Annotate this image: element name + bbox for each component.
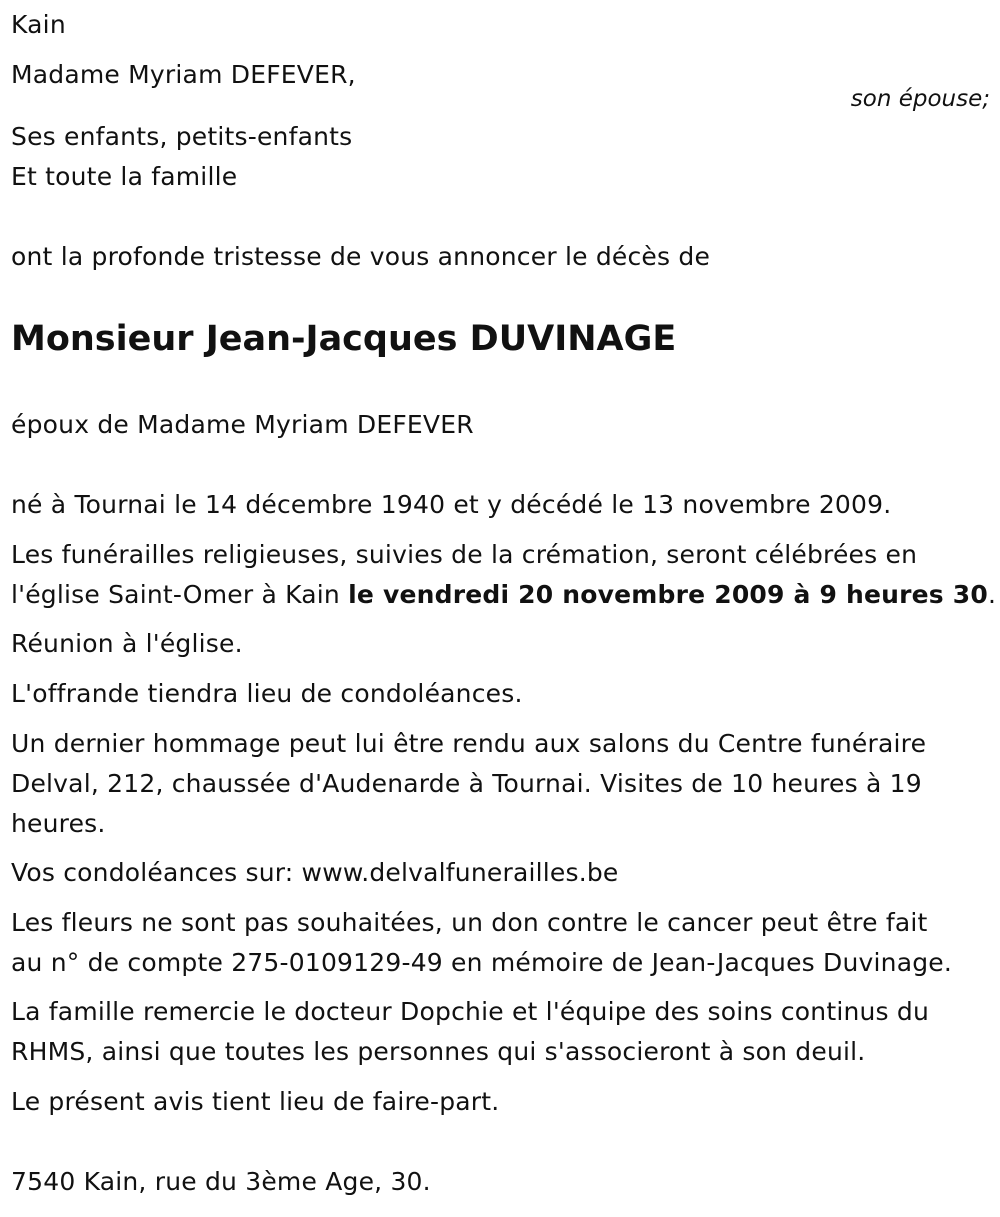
flowers-line-1: Les fleurs ne sont pas souhaitées, un don contre le cancer peut être fait: [11, 908, 928, 937]
spouse-name: Madame Myriam DEFEVER,: [11, 60, 356, 89]
tribute-line-1: Un dernier hommage peut lui être rendu aux salons du Centre funéraire: [11, 729, 927, 758]
announcement: ont la profonde tristesse de vous annoncer le décès de: [11, 242, 711, 271]
notice-info: Le présent avis tient lieu de faire-part.: [11, 1087, 500, 1116]
address: 7540 Kain, rue du 3ème Age, 30.: [11, 1167, 431, 1196]
family-line-2: Et toute la famille: [11, 162, 238, 191]
funeral-line-2: [11, 575, 996, 615]
funeral-location: l'église Saint-Omer à Kain: [11, 580, 349, 609]
birth-death-info: né à Tournai le 14 décembre 1940 et y décédé le 13 novembre 2009.: [11, 490, 892, 519]
thanks-line-1: La famille remercie le docteur Dopchie et l'équipe des soins continus du: [11, 997, 930, 1026]
spouse-role: son épouse;: [850, 86, 990, 112]
funeral-line-1: Les funérailles religieuses, suivies de la crémation, seront célébrées en: [11, 540, 918, 569]
thanks-line-2: RHMS, ainsi que toutes les personnes qui s'associeront à son deuil.: [11, 1037, 866, 1066]
place-name: Kain: [11, 10, 66, 39]
tribute-line-3: heures.: [11, 809, 106, 838]
flowers-line-2: au n° de compte 275-0109129-49 en mémoire de Jean-Jacques Duvinage.: [11, 948, 953, 977]
condolences-info: Vos condoléances sur: www.delvalfunerailles.be: [11, 858, 619, 887]
family-line-1: Ses enfants, petits-enfants: [11, 122, 353, 151]
funeral-period: .: [988, 580, 997, 609]
deceased-relation: époux de Madame Myriam DEFEVER: [11, 410, 474, 439]
funeral-datetime: le vendredi 20 novembre 2009 à 9 heures 30: [348, 580, 988, 609]
offering-info: L'offrande tiendra lieu de condoléances.: [11, 679, 523, 708]
meeting-info: Réunion à l'église.: [11, 629, 243, 658]
tribute-line-2: Delval, 212, chaussée d'Audenarde à Tournai. Visites de 10 heures à 19: [11, 769, 922, 798]
deceased-name: Monsieur Jean-Jacques DUVINAGE: [11, 319, 677, 359]
